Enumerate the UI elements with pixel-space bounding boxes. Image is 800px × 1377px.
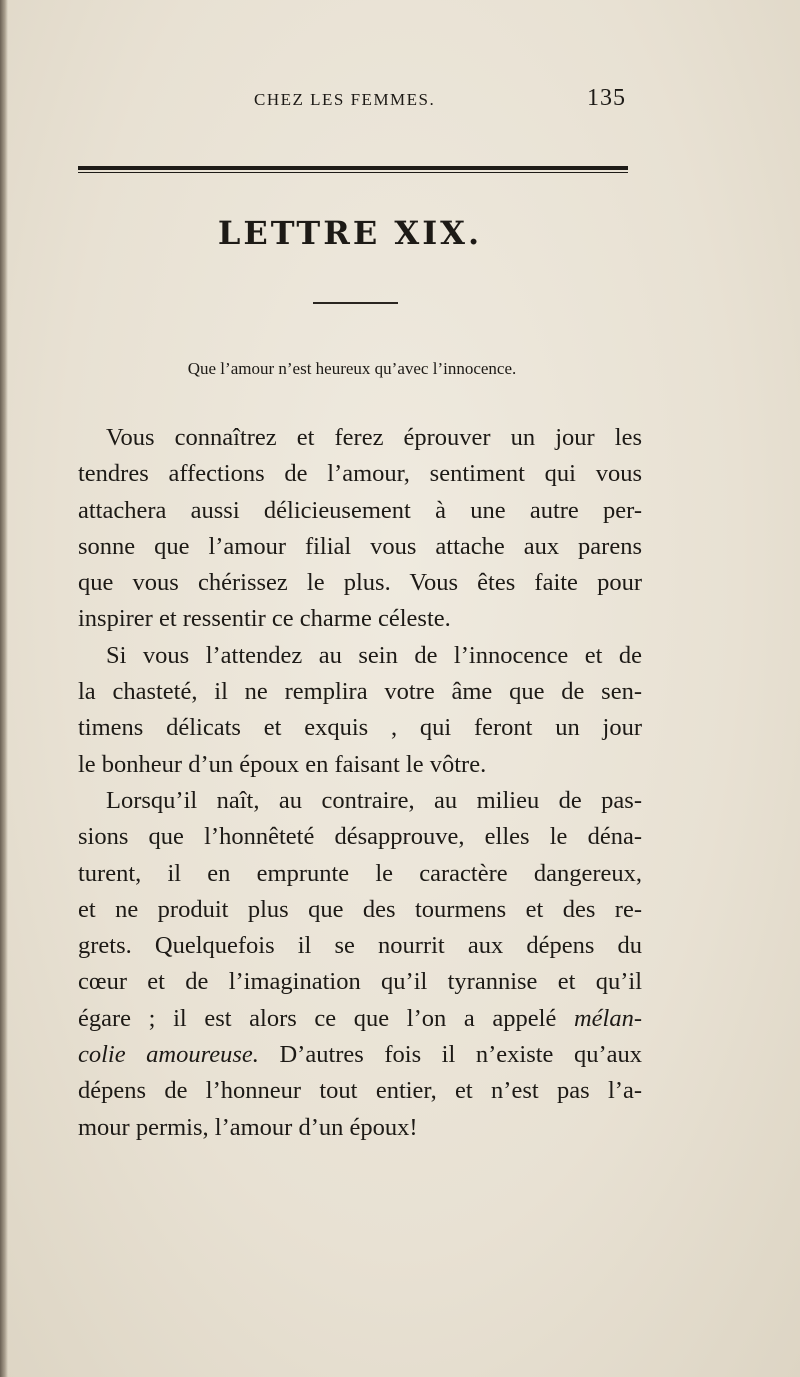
text-line: et ne produit plus que des tourmens et des re- — [78, 895, 642, 923]
italic-term: mélan- — [573, 1004, 642, 1032]
text-line: sonne que l’amour filial vous attache aux parens — [78, 532, 642, 560]
text-fragment: D’autres fois il n’existe qu’aux — [258, 1041, 642, 1069]
text-line: inspirer et ressentir ce charme céleste. — [78, 605, 451, 633]
text-line — [78, 1037, 642, 1073]
text-line: attachera aussi délicieusement à une autre per- — [78, 496, 642, 524]
text-line: dépens de l’honneur tout entier, et n’est pas l’a- — [78, 1077, 642, 1105]
text-line: sions que l’honnêteté désapprouve, elles le déna- — [78, 823, 642, 851]
epigraph: Que l’amour n’est heureux qu’avec l’innocence. — [187, 359, 517, 378]
chapter-title: LETTRE XIX. — [217, 214, 483, 252]
text-line — [78, 1001, 642, 1037]
letter-body — [78, 420, 642, 1146]
header-double-rule — [78, 166, 628, 174]
text-line: Lorsqu’il naît, au contraire, au milieu de pas- — [106, 786, 642, 814]
text-line: Vous connaîtrez et ferez éprouver un jour les — [106, 424, 642, 451]
text-line: le bonheur d’un époux en faisant le vôtre. — [78, 750, 487, 778]
rule-thick — [78, 166, 628, 170]
text-line: la chasteté, il ne remplira votre âme que de sen- — [78, 678, 642, 706]
title-divider — [313, 302, 398, 304]
page-spine-shadow — [0, 0, 8, 1377]
text-line: turent, il en emprunte le caractère dangereux, — [78, 859, 642, 887]
text-line: que vous chérissez le plus. Vous êtes faite pour — [78, 569, 642, 597]
running-head: CHEZ LES FEMMES. — [254, 90, 436, 109]
text-line: cœur et de l’imagination qu’il tyrannise et qu’il — [78, 968, 642, 996]
text-line: Si vous l’attendez au sein de l’innocence et de — [106, 641, 642, 669]
italic-term: colie amoureuse. — [78, 1041, 259, 1069]
text-line: tendres affections de l’amour, sentiment qui vous — [78, 460, 642, 488]
rule-thin — [78, 172, 628, 173]
text-line: mour permis, l’amour d’un époux! — [78, 1113, 418, 1141]
text-fragment: égare ; il est alors ce que l’on a appelé — [78, 1004, 574, 1032]
text-line: timens délicats et exquis , qui feront un jour — [78, 714, 642, 742]
page-number: 135 — [587, 85, 626, 111]
text-line: grets. Quelquefois il se nourrit aux dépens du — [78, 932, 642, 960]
